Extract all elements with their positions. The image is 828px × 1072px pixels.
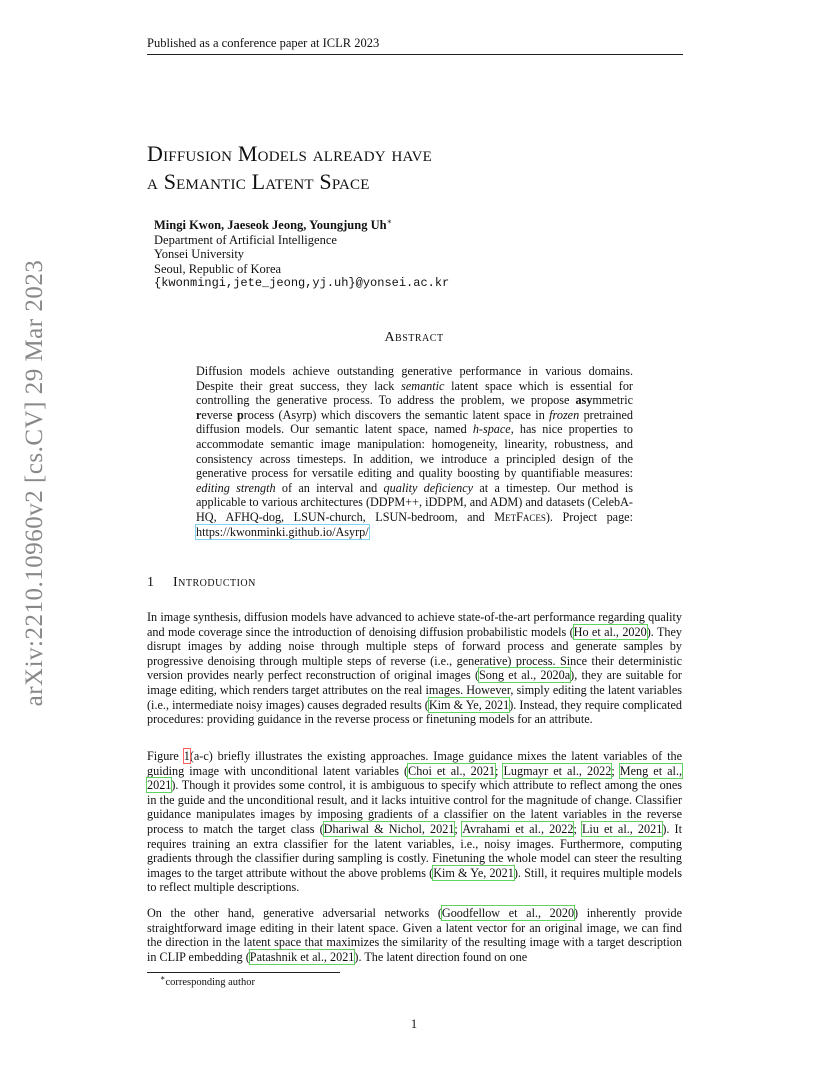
- footnote-mark: ∗: [160, 973, 166, 983]
- body-text: Figure: [147, 749, 184, 763]
- acronym-letters: asy: [575, 393, 593, 408]
- citation-link[interactable]: Patashnik et al., 2021: [249, 949, 355, 964]
- abstract-text: at a timestep. Our method is applicable to various architectures (DDPM++, iDDPM, and ADM) and datasets (CelebA-HQ, AFHQ-dog, LSUN-church, LSUN-bedroom, and: [196, 480, 633, 524]
- title-line-2: a Semantic Latent Space: [147, 169, 370, 194]
- paragraph-3: [147, 906, 682, 964]
- citation-link[interactable]: Choi et al., 2021: [408, 763, 496, 778]
- abstract-text: of an interval and: [275, 480, 384, 495]
- body-text: ), they are suitable for image editing, which renders target attributes on the real images. However, simply editing the latent variables (i.e., intermediate noisy images) causes degraded results (: [147, 668, 682, 712]
- body-text: ). Though it provides some control, it is ambiguous to specify which attribute to reflect among the ones in the guide and the unconditional result, and it lacks intuitive control for the magnitude of change. Classifier guidance manipulates images by imposing gradients of a classifier on the latent variables in the reverse process to match the target class (: [147, 778, 682, 836]
- abstract-emphasis: frozen: [549, 407, 580, 422]
- running-header: Published as a conference paper at ICLR 2023: [147, 36, 380, 50]
- project-page-link[interactable]: https://kwonminki.github.io/Asyrp/: [196, 524, 369, 539]
- citation-link[interactable]: Meng et al., 2021: [147, 763, 683, 793]
- citation-link[interactable]: Dhariwal & Nichol, 2021: [323, 821, 455, 836]
- acronym-letters: r: [196, 407, 202, 422]
- citation-link[interactable]: Ho et al., 2020: [573, 624, 647, 639]
- abstract-text: pretrained diffusion models. Our semantic latent space, named: [196, 407, 633, 437]
- footnote: [160, 973, 255, 988]
- figure-ref-link[interactable]: 1: [183, 749, 190, 763]
- author-names: Mingi Kwon, Jaeseok Jeong, Youngjung Uh: [154, 218, 387, 232]
- body-text: In image synthesis, diffusion models have advanced to achieve state-of-the-art performance regarding quality and mode coverage since the introduction of denoising diffusion probabilistic models (: [147, 610, 682, 639]
- department: Department of Artificial Intelligence: [154, 232, 337, 247]
- paragraph-2: [147, 749, 682, 895]
- citation-link[interactable]: Song et al., 2020a: [479, 668, 571, 683]
- abstract-emphasis: semantic: [401, 378, 445, 393]
- footnote-text: corresponding author: [165, 977, 255, 988]
- citation-separator: ;: [611, 763, 620, 778]
- dataset-name: MetFaces: [494, 509, 546, 524]
- title-line-1: Diffusion Models already have: [147, 141, 432, 166]
- page-number: 1: [410, 1017, 418, 1031]
- abstract-emphasis: quality deficiency: [383, 480, 474, 495]
- abstract-text: latent space which is essential for controlling the generative process. To address the problem, we propose: [196, 378, 633, 408]
- abstract-emphasis: editing strength: [196, 480, 276, 495]
- location: Seoul, Republic of Korea: [154, 261, 282, 276]
- section-title: Introduction: [173, 575, 256, 590]
- citation-link[interactable]: Lugmayr et al., 2022: [503, 763, 612, 778]
- citation-separator: ;: [454, 821, 463, 836]
- body-text: ). Instead, they require complicated procedures: providing guidance in the reverse process or finetuning models for an attribute.: [147, 697, 682, 727]
- abstract-emphasis: h-space: [472, 422, 511, 437]
- header-rule: [147, 54, 683, 55]
- body-text: ). It requires training an extra classifier for the latent variables, i.e., noisy images. Furthermore, computing gradients through the classifier during sampling is costly. Finetuning the whole model can steer the resulting images to the target attribute without the above problems (: [147, 821, 682, 880]
- abstract-text: mmetric: [592, 393, 633, 408]
- abstract-text: ). Project page:: [545, 509, 633, 524]
- body-text: ). They disrupt images by adding noise through multiple steps of forward process and generate samples by progressive denoising through multiple steps of reverse (i.e., generative) process. Since their deterministic version provides nearly perfect reconstruction of original images (: [147, 624, 682, 683]
- footnote-rule: [147, 972, 340, 973]
- paper-title: [147, 140, 432, 196]
- body-text: ) inherently provide straightforward image editing in their latent space. Given a latent vector for an original image, we can find the direction in the latent space that maximizes the similarity of the resulting image with a target description in CLIP embedding (: [147, 906, 682, 964]
- section-heading: [147, 575, 256, 591]
- citation-link[interactable]: Avrahami et al., 2022: [462, 821, 574, 836]
- citation-link[interactable]: Kim & Ye, 2021: [428, 697, 510, 712]
- citation-link[interactable]: Goodfellow et al., 2020: [441, 906, 575, 920]
- abstract-text: , has nice properties to accommodate semantic image manipulation: homogeneity, linearity, robustness, and consistency across timesteps. In addition, we introduce a principled design of the generative process for versatile editing and quality boosting by quantifiable measures:: [196, 422, 633, 481]
- section-number: 1: [147, 575, 154, 590]
- abstract-heading: Abstract: [384, 330, 444, 345]
- citation-link[interactable]: Kim & Ye, 2021: [433, 865, 514, 880]
- university: Yonsei University: [154, 247, 245, 262]
- abstract-body: [196, 364, 633, 539]
- author-block: [154, 218, 449, 291]
- corresponding-mark: ∗: [386, 216, 392, 226]
- author-emails: {kwonmingi,jete_jeong,yj.uh}@yonsei.ac.kr: [154, 276, 450, 291]
- abstract-text: rocess (Asyrp) which discovers the semantic latent space in: [243, 407, 550, 422]
- body-text: ). Still, it requires multiple models to reflect multiple descriptions.: [147, 865, 683, 895]
- body-text: (a-c) briefly illustrates the existing approaches. Image guidance mixes the latent variables of the guiding image with unconditional latent variables (: [147, 749, 682, 778]
- citation-separator: ;: [573, 821, 582, 836]
- abstract-text: everse: [201, 407, 237, 422]
- author-names-line: [154, 218, 449, 233]
- abstract-text: Diffusion models achieve outstanding generative performance in various domains. Despite their great success, they lack: [196, 364, 633, 393]
- citation-link[interactable]: Liu et al., 2021: [581, 821, 663, 836]
- citation-separator: ;: [495, 763, 504, 778]
- acronym-letters: p: [236, 407, 244, 422]
- body-text: ). The latent direction found on one: [354, 949, 528, 964]
- paragraph-1: [147, 610, 682, 727]
- arxiv-identifier: arXiv:2210.10960v2 [cs.CV] 29 Mar 2023: [21, 259, 48, 707]
- body-text: On the other hand, generative adversarial networks (: [147, 906, 442, 920]
